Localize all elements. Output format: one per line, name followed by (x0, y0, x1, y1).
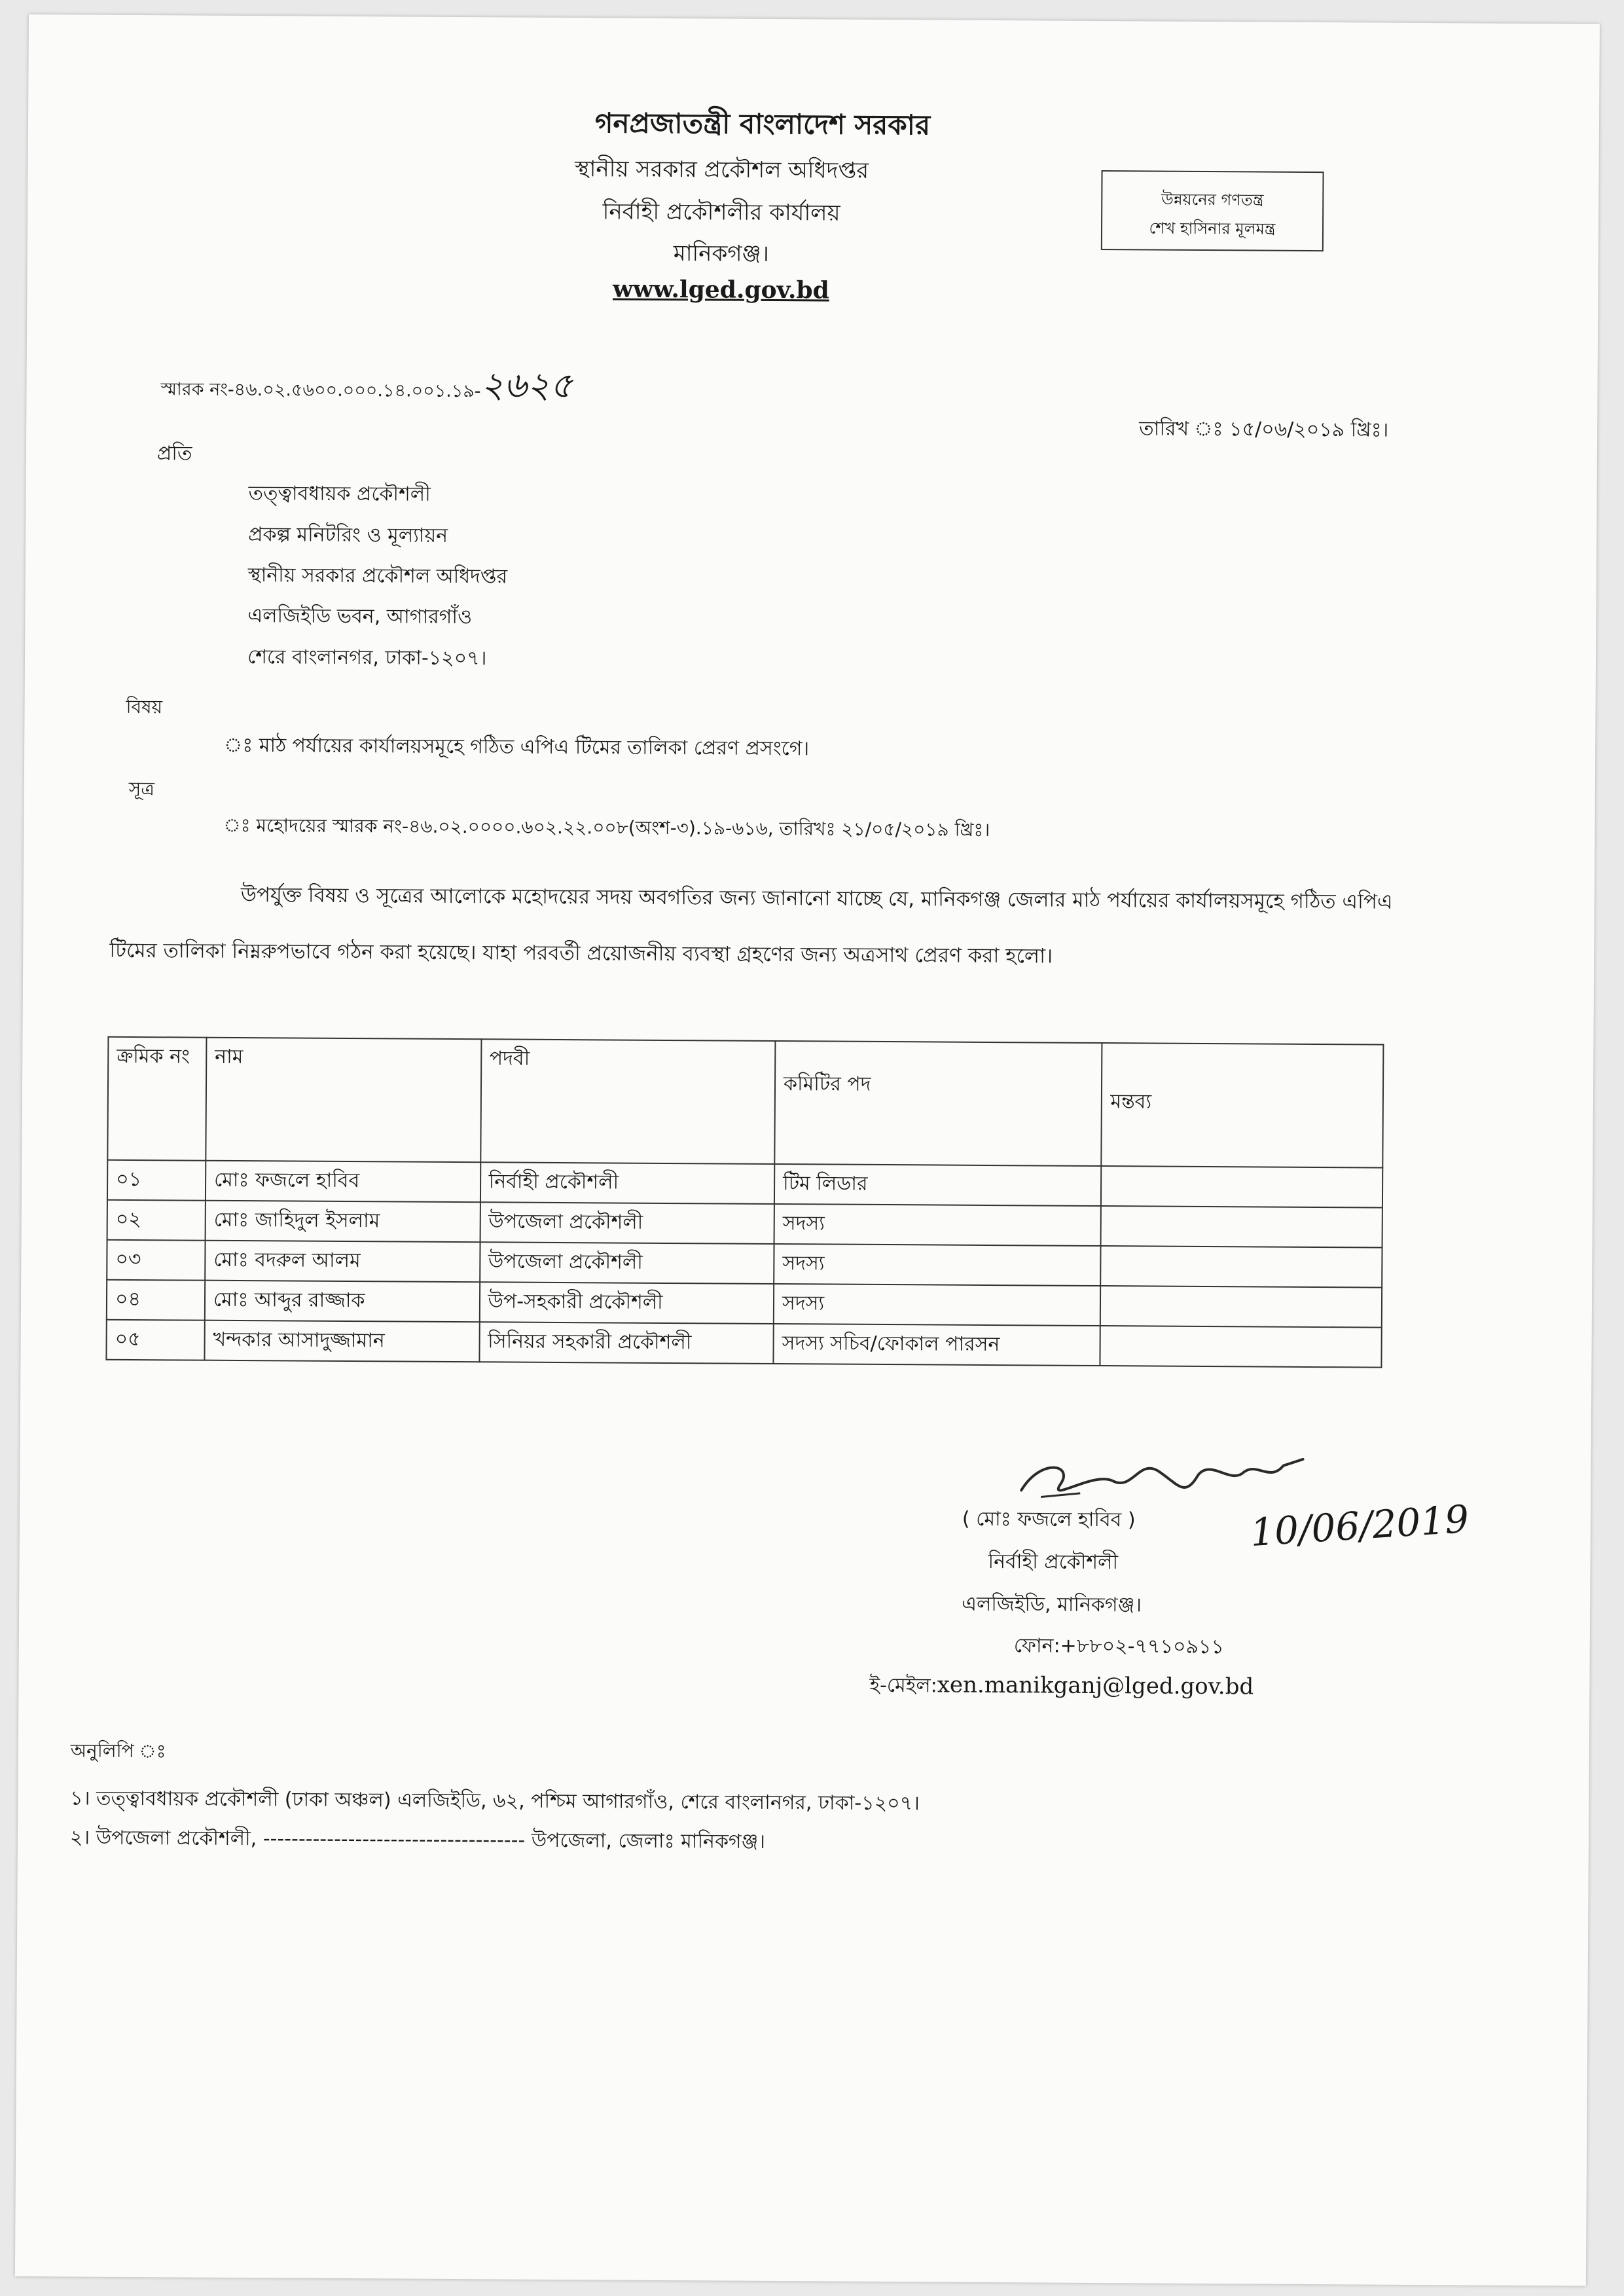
signatory-phone: ফোন:+৮৮০২-৭৭১০৯১১ (1013, 1634, 1225, 1659)
cell-committee-role: সদস্য সচিব/ফোকাল পারসন (773, 1324, 1100, 1366)
cell-remarks (1101, 1166, 1382, 1208)
recipient-line: তত্ত্বাবধায়ক প্রকৌশলী (248, 482, 431, 506)
apa-team-table (105, 1036, 1384, 1368)
city-name: মানিকগঞ্জ। (673, 240, 769, 267)
cell-designation: উপ-সহকারী প্রকৌশলী (479, 1282, 774, 1324)
body-paragraph: উপর্যুক্ত বিষয় ও সূত্রের আলোকে মহোদয়ের সদয় অবগতির জন্য জানানো যাচ্ছে যে, মানিকগঞ্জ জেলার মাঠ পর্যায়ের কার্যালয়সমূহে গঠিত এপিএ টিমের তালিকা নিম্নরুপভাবে গঠন করা হয়েছে। যাহা পরবর্তী প্রয়োজনীয় ব্যবস্থা গ্রহণের জন্য অত্রসাথ প্রেরণ করা হলো। (109, 883, 1393, 968)
to-label: প্রতি (156, 442, 192, 465)
website-link[interactable]: www.lged.gov.bd (612, 275, 829, 304)
slogan-line-1: উন্নয়নের গণতন্ত্র (1161, 190, 1264, 210)
cell-serial: ০৪ (107, 1280, 205, 1321)
government-title: গনপ্রজাতন্ত্রী বাংলাদেশ সরকার (594, 107, 931, 141)
recipient-line: শেরে বাংলানগর, ঢাকা-১২০৭। (247, 646, 487, 670)
table-row (106, 1320, 1381, 1368)
email-address[interactable]: xen.manikganj@lged.gov.bd (937, 1671, 1254, 1700)
copy-label: অনুলিপি ঃ (70, 1740, 166, 1762)
header-name: নাম (206, 1038, 481, 1163)
department-name: স্থানীয় সরকার প্রকৌশল অধিদপ্তর (574, 156, 869, 184)
memo-date: তারিখ ঃ ১৫/০৬/২০১৯ খ্রিঃ। (1139, 417, 1389, 442)
memo-reference (160, 355, 573, 417)
copy-item: ১। তত্ত্বাবধায়ক প্রকৌশলী (ঢাকা অঞ্চল) এলজিইডি, ৬২, পশ্চিম আগারগাঁও, শেরে বাংলানগর, ঢাকা-১২০৭। (70, 1787, 920, 1815)
reference-label: সূত্র (128, 777, 154, 800)
document-page (15, 14, 1600, 2286)
header-remarks: মন্তব্য (1102, 1043, 1384, 1168)
header-serial: ক্রমিক নং (107, 1037, 206, 1161)
reference-text: ঃ মহোদয়ের স্মারক নং-৪৬.০২.০০০০.৬০২.২২.০০৮(অংশ-৩).১৯-৬১৬, তারিখঃ ২১/০৫/২০১৯ খ্রিঃ। (223, 814, 990, 841)
cell-name: মোঃ ফজলে হাবিব (206, 1161, 480, 1203)
cell-designation: উপজেলা প্রকৌশলী (480, 1242, 774, 1284)
cell-name: মোঃ বদরুল আলম (205, 1241, 480, 1283)
signatory-email-line (869, 1669, 1254, 1705)
signature-hand-date: 10/06/2019 (1249, 1496, 1471, 1556)
cell-committee-role: সদস্য (774, 1244, 1101, 1286)
cell-name: মোঃ জাহিদুল ইসলাম (205, 1201, 480, 1243)
cell-designation: সিনিয়র সহকারী প্রকৌশলী (479, 1322, 774, 1364)
cell-name: মোঃ আব্দুর রাজ্জাক (205, 1281, 480, 1322)
cell-committee-role: সদস্য (774, 1284, 1101, 1326)
cell-remarks (1101, 1246, 1382, 1288)
office-name: নির্বাহী প্রকৌশলীর কার্যালয় (602, 198, 840, 227)
header-designation: পদবী (480, 1039, 776, 1164)
cell-committee-role: টিম লিডার (774, 1164, 1102, 1206)
cell-remarks (1100, 1286, 1382, 1328)
cell-serial: ০৩ (107, 1240, 205, 1281)
signatory-office: এলজিইডি, মানিকগঞ্জ। (962, 1592, 1142, 1617)
cell-designation: নির্বাহী প্রকৌশলী (480, 1162, 774, 1204)
table-header-row (107, 1037, 1383, 1168)
subject-text: ঃ মাঠ পর্যায়ের কার্যালয়সমূহে গঠিত এপিএ টিমের তালিকা প্রেরণ প্রসংগে। (224, 733, 810, 761)
signatory-designation: নির্বাহী প্রকৌশলী (988, 1550, 1119, 1575)
slogan-box (1101, 170, 1324, 251)
cell-serial: ০৫ (106, 1320, 204, 1360)
slogan-line-2: শেখ হাসিনার মূলমন্ত্র (1149, 219, 1276, 238)
subject-label: বিষয় (126, 695, 163, 718)
recipient-line: এলজিইডি ভবন, আগারগাঁও (247, 604, 473, 629)
recipient-line: স্থানীয় সরকার প্রকৌশল অধিদপ্তর (247, 564, 508, 589)
copy-item: ২। উপজেলা প্রকৌশলী, ------------------------------------- উপজেলা, জেলাঃ মানিকগঞ্জ। (69, 1826, 766, 1853)
header-committee-role: কমিটির পদ (774, 1041, 1102, 1166)
cell-serial: ০১ (107, 1160, 206, 1201)
cell-name: খন্দকার আসাদুজ্জামান (204, 1321, 479, 1362)
cell-remarks (1100, 1326, 1382, 1368)
signatory-name: ( মোঃ ফজলে হাবিব ) (962, 1507, 1136, 1532)
cell-designation: উপজেলা প্রকৌশলী (480, 1202, 774, 1244)
recipient-line: প্রকল্প মনিটরিং ও মূল্যায়ন (248, 523, 448, 547)
cell-serial: ০২ (107, 1200, 206, 1241)
memo-reference-number: স্মারক নং-৪৬.০২.৫৬০০.০০০.১৪.০০১.১৯- (160, 379, 481, 402)
email-label: ই-মেইল: (869, 1673, 937, 1698)
cell-committee-role: সদস্য (774, 1204, 1102, 1246)
memo-hand-number: ২৬২৫ (480, 364, 573, 407)
cell-remarks (1101, 1206, 1382, 1248)
